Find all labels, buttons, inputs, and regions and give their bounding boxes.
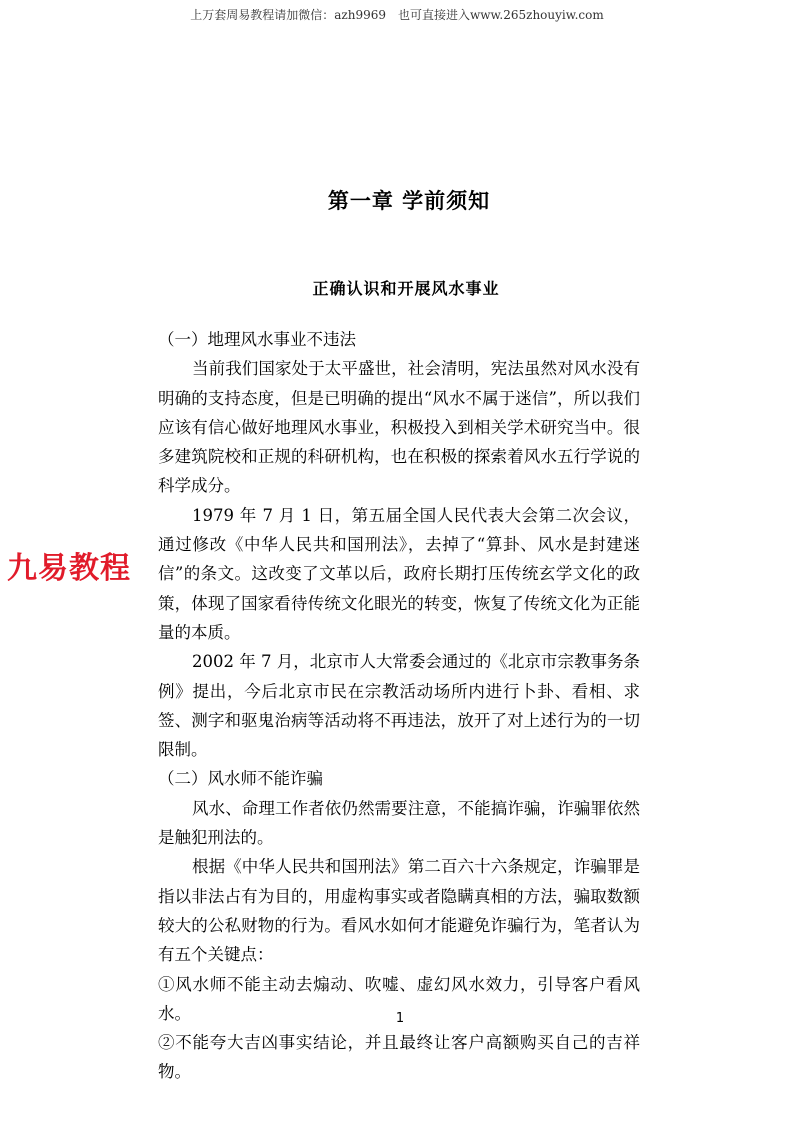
paragraph: 根据《中华人民共和国刑法》第二百六十六条规定，诈骗罪是指以非法占有为目的，用虚构事实或者隐瞒真相的方法，骗取数额较大的公私财物的行为。看风水如何才能避免诈骗行为，笔者认为有五个关键点： <box>158 857 640 965</box>
list-item: ①风水师不能主动去煽动、吹嘘、虚幻风水效力，引导客户看风水。 <box>158 974 640 1023</box>
paragraph: 当前我们国家处于太平盛世，社会清明，宪法虽然对风水没有明确的支持态度，但是已明确的提出“风水不属于迷信”，所以我们应该有信心做好地理风水事业，积极投入到相关学术研究当中。很多建筑院校和正规的科研机构，也在积极的探索着风水五行学说的科学成分。 <box>158 359 640 496</box>
watermark-logo: 九易教程 <box>7 551 131 586</box>
chapter-title: 第一章 学前须知 <box>327 189 491 213</box>
header-note: 上万套周易教程请加微信：azh9969 也可直接进入www.265zhouyiw.com <box>190 8 604 22</box>
section-title: 正确认识和开展风水事业 <box>312 279 500 298</box>
page-number: 1 <box>395 1011 405 1026</box>
paragraph: 1979 年 7 月 1 日，第五届全国人民代表大会第二次会议，通过修改《中华人民共和国刑法》，去掉了“算卦、风水是封建迷信”的条文。这改变了文革以后，政府长期打压传统玄学文化的政策，体现了国家看待传统文化眼光的转变，恢复了传统文化为正能量的本质。 <box>158 505 640 642</box>
list-item: ②不能夸大吉凶事实结论，并且最终让客户高额购买自己的吉祥物。 <box>158 1033 640 1082</box>
paragraph: 风水、命理工作者依仍然需要注意，不能搞诈骗，诈骗罪依然是触犯刑法的。 <box>158 798 640 848</box>
body-text <box>158 325 640 1087</box>
subheading-2: （二）风水师不能诈骗 <box>158 769 323 789</box>
subheading-1: （一）地理风水事业不违法 <box>158 330 356 349</box>
paragraph: 2002 年 7 月，北京市人大常委会通过的《北京市宗教事务条例》提出，今后北京市民在宗教活动场所内进行卜卦、看相、求签、测字和驱鬼治病等活动将不再违法，放开了对上述行为的一切限制。 <box>158 652 640 760</box>
